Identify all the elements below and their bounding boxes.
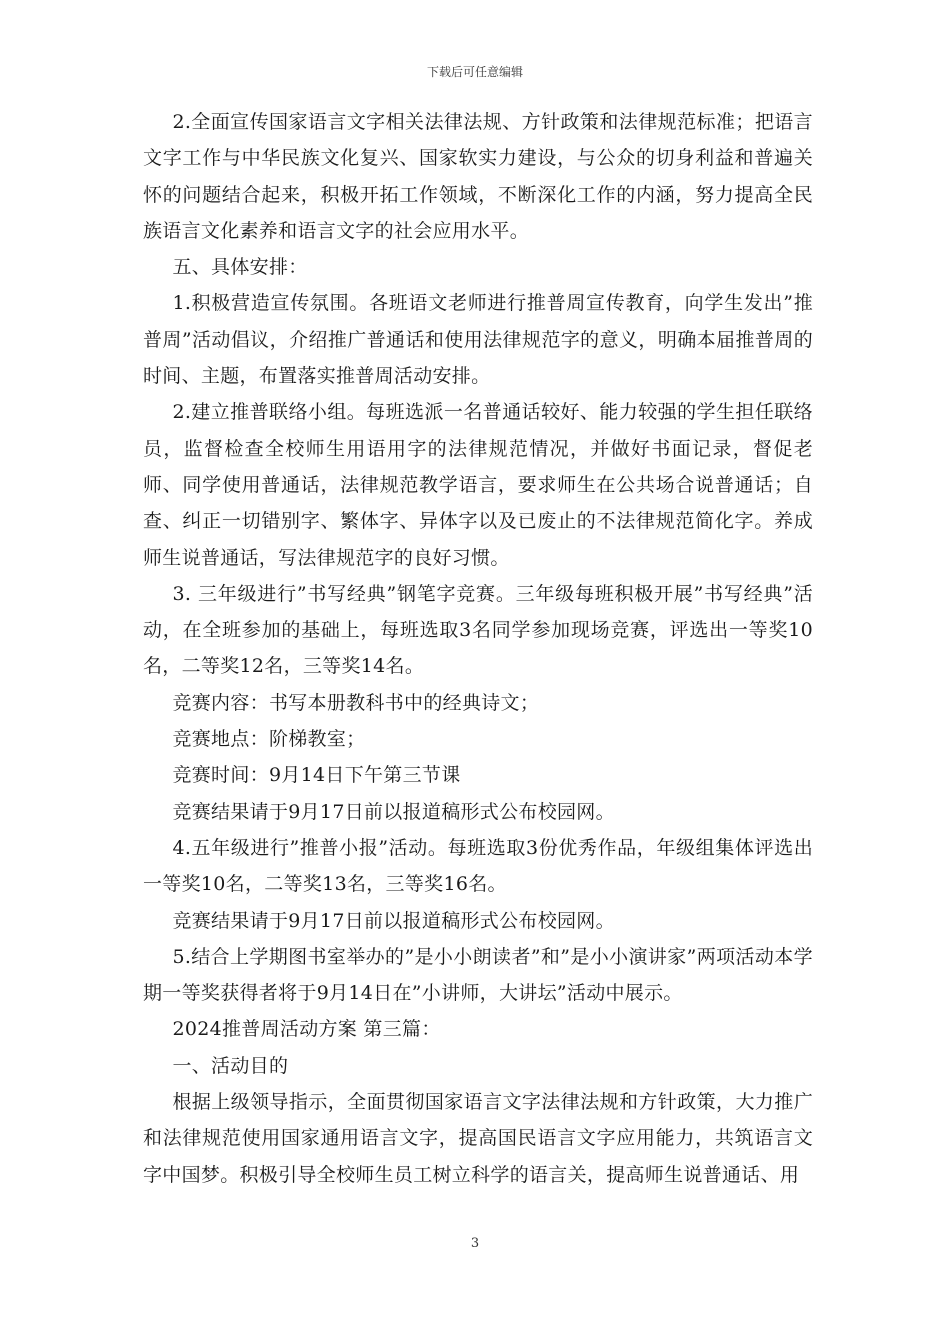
paragraph: 竞赛地点：阶梯教室； bbox=[172, 728, 366, 751]
paragraph: 2.全面宣传国家语言文字相关法律法规、方针政策和法律规范标准；把语言文字工作与中华民族文化复兴、国家软实力建设，与公众的切身利益和普遍关怀的问题结合起来，积极开拓工作领域，不断深化工作的内涵，努力提高全民族语言文化素养和语言文字的社会应用水平。 bbox=[143, 111, 813, 242]
paragraph: 竞赛结果请于9月17日前以报道稿形式公布校园网。 bbox=[172, 909, 615, 932]
paragraph: 5.结合上学期图书室举办的”是小小朗读者”和”是小小演讲家”两项活动本学期一等奖获得者将于9月14日在”小讲师，大讲坛”活动中展示。 bbox=[143, 945, 813, 1005]
document-body bbox=[143, 104, 813, 1193]
paragraph: 1.积极营造宣传氛围。各班语文老师进行推普周宣传教育，向学生发出”推普周”活动倡议，介绍推广普通话和使用法律规范字的意义，明确本届推普周的时间、主题，布置落实推普周活动安排。 bbox=[143, 292, 813, 388]
paragraph: 根据上级领导指示，全面贯彻国家语言文字法律法规和方针政策，大力推广和法律规范使用国家通用语言文字，提高国民语言文字应用能力，共筑语言文字中国梦。积极引导全校师生员工树立科学的语言关，提高师生说普通话、用 bbox=[143, 1091, 813, 1186]
section-heading: 五、具体安排： bbox=[172, 256, 308, 279]
section-heading: 2024推普周活动方案 第三篇： bbox=[172, 1018, 441, 1041]
page-header: 下载后可任意编辑 bbox=[426, 65, 523, 79]
paragraph: 竞赛内容：书写本册教科书中的经典诗文； bbox=[172, 691, 540, 714]
paragraph: 2.建立推普联络小组。每班选派一名普通话较好、能力较强的学生担任联络员，监督检查全校师生用语用字的法律规范情况，并做好书面记录，督促老师、同学使用普通话，法律规范教学语言，要求师生在公共场合说普通话；自查、纠正一切错别字、繁体字、异体字以及已废止的不法律规范简化字。养成师生说普通话，写法律规范字的良好习惯。 bbox=[143, 401, 813, 569]
paragraph: 4.五年级进行”推普小报”活动。每班选取3份优秀作品，年级组集体评选出一等奖10名，二等奖13名，三等奖16名。 bbox=[143, 836, 813, 896]
paragraph: 3. 三年级进行”书写经典”钢笔字竞赛。三年级每班积极开展”书写经典”活动，在全班参加的基础上，每班选取3名同学参加现场竞赛，评选出一等奖10名，二等奖12名，三等奖14名。 bbox=[143, 582, 813, 678]
paragraph: 竞赛结果请于9月17日前以报道稿形式公布校园网。 bbox=[172, 800, 615, 823]
paragraph: 竞赛时间：9月14日下午第三节课 bbox=[172, 764, 461, 787]
section-heading: 一、活动目的 bbox=[172, 1054, 289, 1077]
page-number: 3 bbox=[470, 1236, 480, 1251]
